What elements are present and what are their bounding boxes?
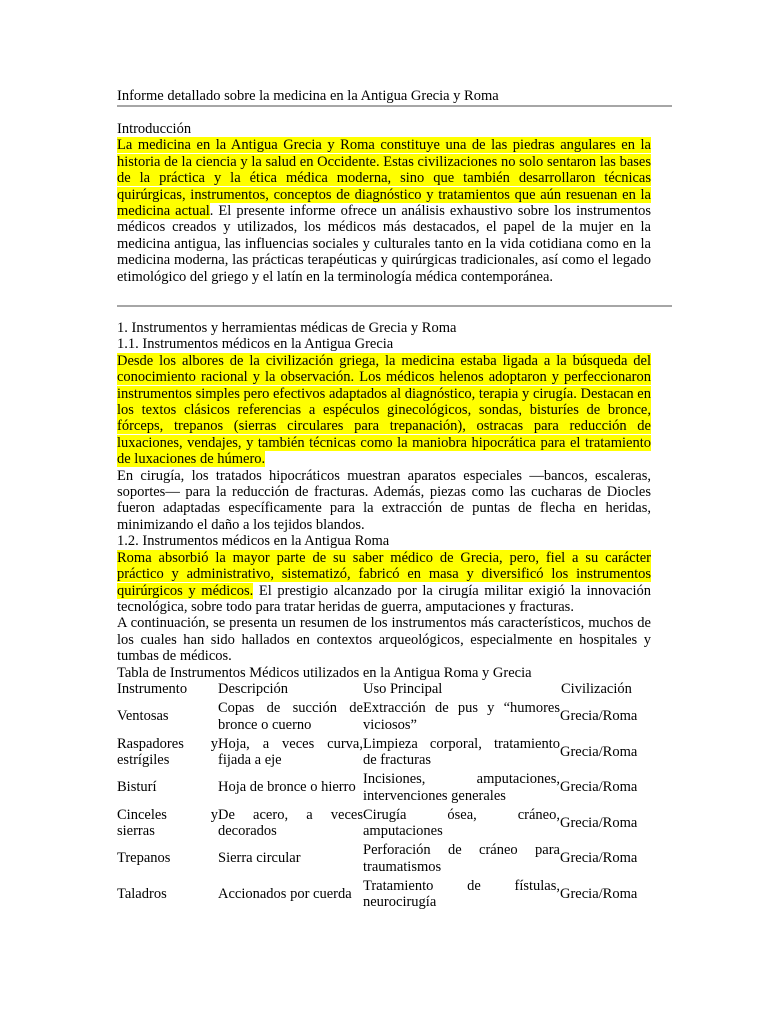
table-cell: Grecia/Roma <box>560 885 638 902</box>
table-cell: Grecia/Roma <box>560 850 638 867</box>
table-header-row <box>117 681 651 699</box>
table-cell: Ventosas <box>117 708 169 725</box>
table-cell: Cinceles y sierras <box>117 806 218 840</box>
introduction-paragraph <box>117 137 651 285</box>
table-header-cell: Civilización <box>561 680 632 697</box>
table-cell: Grecia/Roma <box>560 814 638 831</box>
table-row <box>117 805 651 841</box>
subsection-heading-greece: 1.1. Instrumentos médicos en la Antigua Grecia <box>117 336 394 353</box>
table-cell: Cirugía ósea, cráneo, amputaciones <box>363 806 560 840</box>
greece-paragraph-1 <box>117 353 651 468</box>
table-caption: Tabla de Instrumentos Médicos utilizados en la Antigua Roma y Grecia <box>117 664 532 681</box>
highlighted-text: Roma absorbió la mayor parte de su saber médico de Grecia, pero, fiel a su carácter práctico y administrativo, sistematizó, fabricó en masa y diversificó los instrumentos quirúrgicos y médicos. <box>117 549 651 599</box>
table-cell: Sierra circular <box>218 850 301 867</box>
table-cell: Grecia/Roma <box>560 708 638 725</box>
table-cell: Grecia/Roma <box>560 743 638 760</box>
paragraph-text: . El presente informe ofrece un análisis exhaustivo sobre los instrumentos médicos creados y utilizados, los médicos más destacados, el papel de la mujer en la medicina antigua, las influencias sociales y culturales tanto en la vida cotidiana como en la medicina moderna, las prácticas terapéuticas y quirúrgicas tradicionales, así como el legado etimológico del griego y el latín en la terminología médica contemporánea. <box>117 203 651 285</box>
table-cell: Extracción de pus y “humores viciosos” <box>363 700 560 733</box>
table-row <box>117 841 651 877</box>
table-row <box>117 734 651 770</box>
table-cell: Tratamiento de fístulas, neurocirugía <box>363 877 560 911</box>
table-cell: Accionados por cuerda <box>218 885 352 902</box>
highlighted-text: Desde los albores de la civilización griega, la medicina estaba ligada a la búsqueda del conocimiento racional y la observación. Los médicos helenos adoptaron y perfeccionaron instrumentos simples pero efectivos adaptados al diagnóstico, terapia y cirugía. Destacan en los textos clásicos referencias a espéculos ginecológicos, sondas, bisturíes de bronce, fórceps, trepanos (sierras circulares para trepanación), ostracas para reducción de luxaciones, vendajes, y también técnicas como la maniobra hipocrática para el tratamiento de luxaciones de húmero. <box>117 352 651 468</box>
table-header-cell: Instrumento <box>117 680 188 697</box>
table-row <box>117 699 651 735</box>
title-divider <box>117 105 672 107</box>
rome-paragraph-1 <box>117 550 651 616</box>
table-cell: Grecia/Roma <box>560 779 638 796</box>
table-row <box>117 770 651 806</box>
table-cell: Trepanos <box>117 850 171 867</box>
table-header-cell: Descripción <box>218 680 289 697</box>
subsection-heading-rome: 1.2. Instrumentos médicos en la Antigua Roma <box>117 533 390 550</box>
table-cell: Perforación de cráneo para traumatismos <box>363 842 560 875</box>
paragraph-text: El prestigio alcanzado por la cirugía militar exigió la innovación tecnológica, sobre todo para tratar heridas de guerra, amputaciones y fracturas. <box>117 582 651 615</box>
table-cell: Incisiones, amputaciones, intervenciones generales <box>363 771 560 804</box>
table-cell: Bisturí <box>117 779 157 796</box>
highlighted-text: La medicina en la Antigua Grecia y Roma constituye una de las piedras angulares en la historia de la ciencia y la salud en Occidente. Estas civilizaciones no solo sentaron las bases de la práctica y la ética médica moderna, sino que también desarrollaron técnicas quirúrgicas, instrumentos, conceptos de diagnóstico y tratamientos que aún resuenan en la medicina actual <box>117 137 651 220</box>
section-heading: 1. Instrumentos y herramientas médicas de Grecia y Roma <box>117 320 457 336</box>
rome-paragraph-2: A continuación, se presenta un resumen de los instrumentos más característicos, muchos de los cuales han sido hallados en contextos arqueológicos, especialmente en hospitales y tumbas de médicos. <box>117 615 651 665</box>
table-cell: Raspadores y estrígiles <box>117 735 218 769</box>
table-cell: Limpieza corporal, tratamiento de fracturas <box>363 735 560 769</box>
table-cell: Taladros <box>117 885 167 902</box>
table-header-cell: Uso Principal <box>363 680 443 697</box>
introduction-heading: Introducción <box>117 121 192 137</box>
table-cell: Hoja, a veces curva, fijada a eje <box>218 735 363 769</box>
section-divider <box>117 305 672 307</box>
instruments-table <box>117 681 651 912</box>
greece-paragraph-2: En cirugía, los tratados hipocráticos muestran aparatos especiales —bancos, escaleras, soportes— para la reducción de fracturas. Además, piezas como las cucharas de Diocles fueron adaptadas específicamente para la extracción de puntas de flecha en heridas, minimizando el daño a los tejidos blandos. <box>117 467 651 533</box>
table-row <box>117 876 651 912</box>
introduction-section <box>117 121 651 285</box>
section-instruments <box>117 320 651 912</box>
document-title: Informe detallado sobre la medicina en la Antigua Grecia y Roma <box>117 88 499 104</box>
table-cell: De acero, a veces decorados <box>218 806 363 840</box>
table-cell: Hoja de bronce o hierro <box>218 779 356 796</box>
table-cell: Copas de succión de bronce o cuerno <box>218 700 363 733</box>
